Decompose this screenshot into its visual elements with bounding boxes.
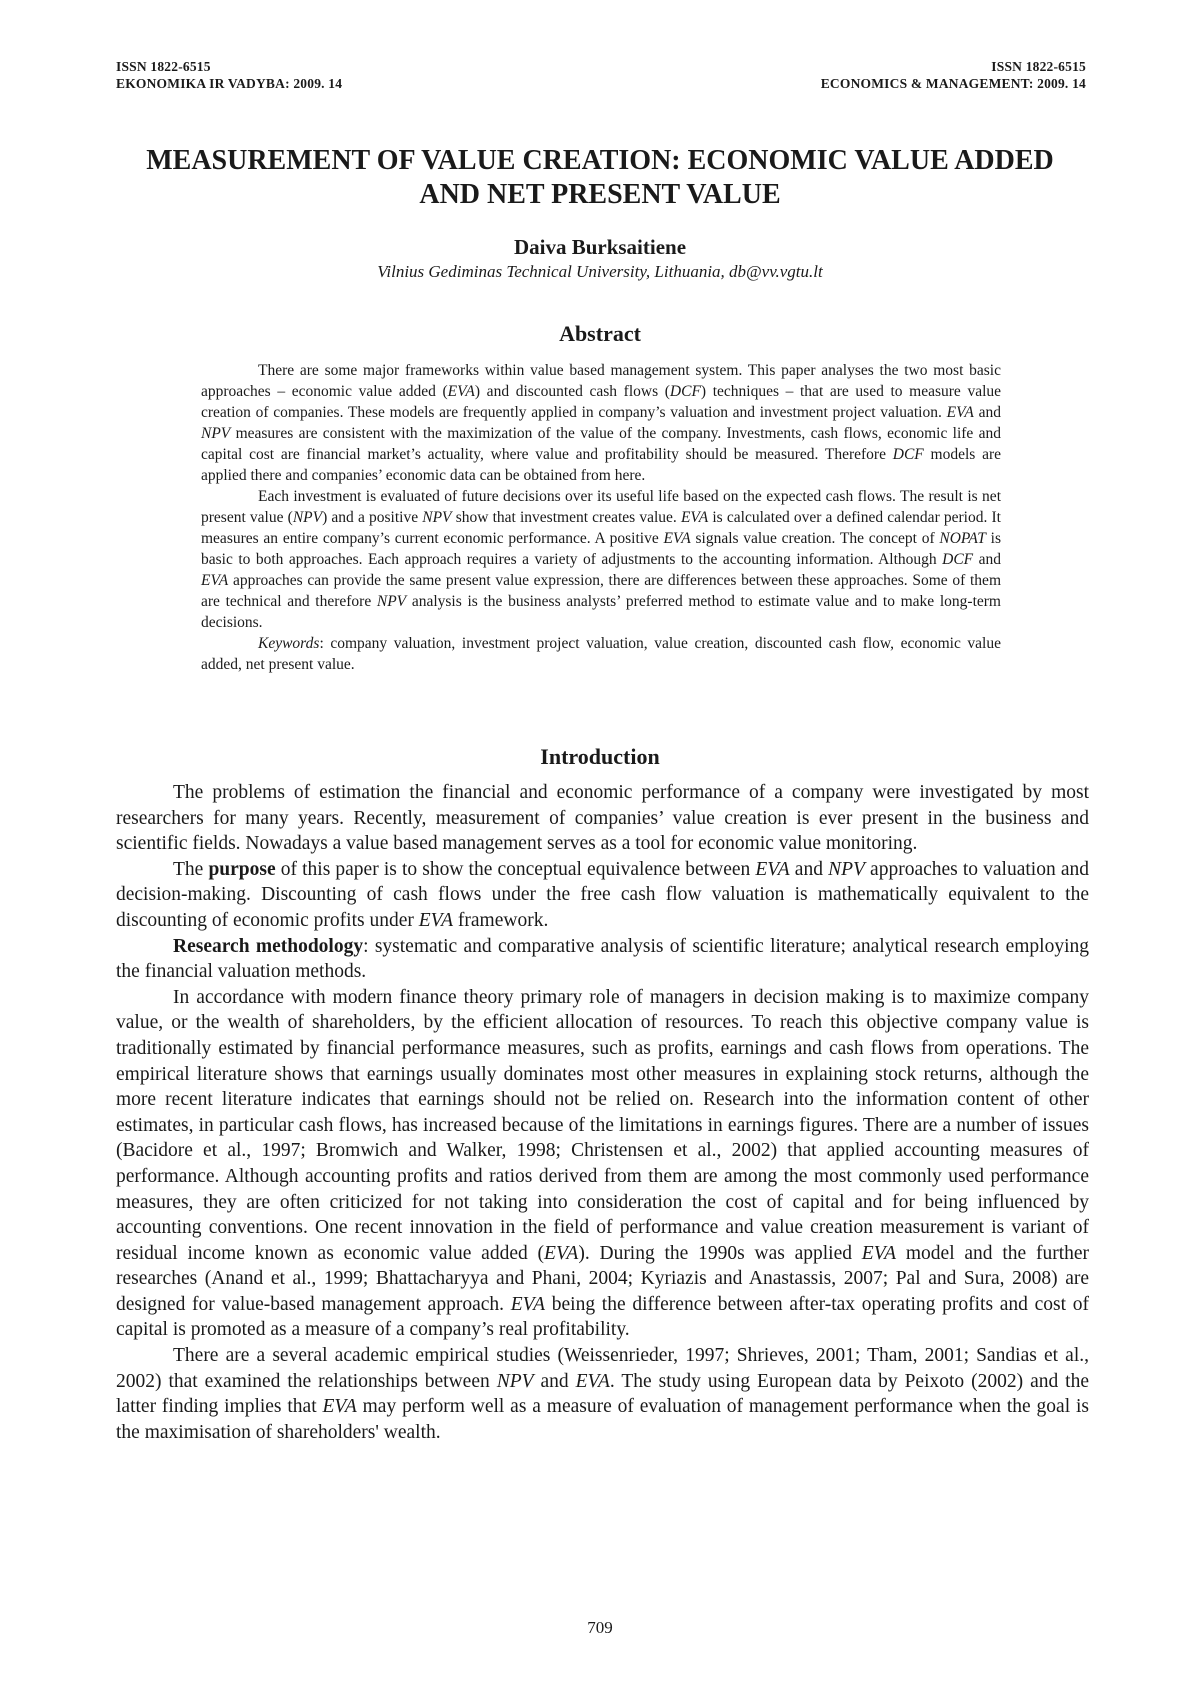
title-line-1: MEASUREMENT OF VALUE CREATION: ECONOMIC VALUE ADDED [146,145,1054,176]
introduction-body [116,780,1089,1445]
abstract-paragraph-1 [201,360,1001,486]
purpose-term: purpose [208,858,276,880]
term-eva: EVA [510,1293,546,1315]
term-nopat: NOPAT [939,530,986,547]
abstract-keywords [201,633,1001,675]
journal-name-right: ECONOMICS & MANAGEMENT: 2009. 14 [820,76,1086,91]
text-run: models are applied there and companies’ economic data can be obtained from here. [201,446,1001,484]
intro-paragraph-3 [116,934,1089,985]
title-line-2: AND NET PRESENT VALUE [419,179,781,210]
text-run: being the difference between after-tax operating profits and cost of capital is promoted as a measure of a company’s real profitability. [116,1293,1089,1341]
introduction-heading: Introduction [540,744,660,769]
text-run: may perform well as a measure of evaluation of management performance when the goal is the maximisation of shareholders' wealth. [116,1396,1089,1443]
text-run: and [973,404,1001,421]
text-run: approaches can provide the same present value expression, there are differences between these approaches. Some of them are technical and therefore [201,572,1001,610]
text-run: measures are consistent with the maximization of the value of the company. Investments, cash flows, economic life and capital cost are financial market’s actuality, where value and profitability should be measured. Therefore [201,425,1001,463]
text-run: and [533,1370,576,1392]
abstract-body [201,360,1001,675]
term-eva: EVA [322,1396,357,1418]
term-dcf: DCF [892,446,924,463]
text-run: framework. [453,909,549,931]
text-run: model and the further researches (Anand et al., 1999; Bhattacharyya and Phani, 2004; Kyriazis and Anastassis, 2007; Pal and Sura, 2008) are designed for value-based management approach. [116,1242,1090,1315]
text-run: ) and a positive [322,509,423,526]
intro-paragraph-1: The problems of estimation the financial and economic performance of a company were investigated by most researchers for many years. Recently, measurement of companies’ value creation is ever present in the business and scientific fields. Nowadays a value based management serves as a tool for economic value monitoring. [116,782,1089,855]
issn-right: ISSN 1822-6515 [991,59,1086,74]
text-run: In accordance with modern finance theory primary role of managers in decision making is to maximize company value, or the wealth of shareholders, by the efficient allocation of resources. To reach this objective company value is traditionally estimated by financial performance measures, such as profits, earnings and cash flows from operations. The empirical literature shows that earnings usually dominates most other measures in explaining stock returns, although the more recent literature indicates that earnings should not be relied on. Research into the information content of other estimates, in particular cash flows, has increased because of the limitations in earnings figures. There are a number of issues (Bacidore et al., 1997; Bromwich and Walker, 1998; Christensen et al., 2002) that applied accounting measures of performance. Although accounting profits and ratios derived from them are among the most commonly used performance measures, they are often criticized for not taking into consideration the cost of capital and for being influenced by accounting conventions. One recent innovation in the field of performance and value creation measurement is variant of residual income known as economic value added ( [116,986,1089,1264]
text-run: and [789,858,829,880]
term-npv: NPV [376,593,407,610]
text-run: ) techniques – that are used to measure value creation of companies. These models are frequently applied in company’s valuation and investment project valuation. [201,383,1002,421]
abstract-paragraph-2 [201,486,1001,633]
term-npv: NPV [201,425,231,442]
intro-paragraph-2 [116,857,1089,934]
text-run: ). During the 1990s was applied [578,1242,862,1264]
term-dcf: DCF [942,551,974,568]
text-run: There are some major frameworks within value based management system. This paper analyses the two most basic approaches – economic value added ( [201,362,1001,400]
text-run: approaches to valuation and decision-making. Discounting of cash flows under the free cash flow valuation is mathematically equivalent to the discounting of economic profits under [116,858,1089,931]
keywords-label: Keywords [258,635,320,652]
text-run: The [173,858,209,880]
intro-paragraph-4 [116,985,1089,1343]
term-eva: EVA [680,509,709,526]
text-run: and [973,551,1001,568]
text-run: Each investment is evaluated of future decisions over its useful life based on the expected cash flows. The result is net present value ( [201,488,1001,526]
journal-header-right [821,58,1086,92]
term-npv: NPV [292,509,323,526]
text-run: of this paper is to show the conceptual equivalence between [275,858,756,880]
term-npv: NPV [422,509,452,526]
text-run: . The study using European data by Peixoto (2002) and the latter finding implies that [116,1370,1089,1418]
text-run: signals value creation. The concept of [690,530,940,547]
text-run: is calculated over a defined calendar period. It measures an entire company’s current economic performance. A positive [201,509,1001,547]
page-number: 709 [587,1618,613,1637]
term-eva: EVA [201,572,229,589]
abstract-heading: Abstract [559,321,641,346]
text-run: ) and discounted cash flows ( [474,383,670,400]
journal-name-left: EKONOMIKA IR VADYBA: 2009. 14 [116,76,343,91]
term-eva: EVA [544,1242,579,1264]
intro-paragraph-5 [116,1343,1089,1445]
term-eva: EVA [418,909,454,931]
research-methodology-term: Research methodology [173,935,364,957]
text-run: There are a several academic empirical studies (Weissenrieder, 1997; Shrieves, 2001; Tham, 2001; Sandias et al., 2002) that examined the relationships between [116,1345,1089,1392]
term-eva: EVA [447,383,475,400]
journal-header-left [116,58,342,92]
term-eva: EVA [755,858,790,880]
text-run: analysis is the business analysts’ preferred method to estimate value and to make long-term decisions. [201,593,1001,631]
term-npv: NPV [828,858,865,880]
text-run: show that investment creates value. [451,509,681,526]
term-npv: NPV [496,1370,534,1392]
text-run: is basic to both approaches. Each approach requires a variety of adjustments to the accounting information. Although [201,530,1001,568]
term-dcf: DCF [669,383,701,400]
term-eva: EVA [861,1242,897,1264]
keywords-list: : company valuation, investment project valuation, value creation, discounted cash flow, economic value added, net present value. [201,635,1001,673]
term-eva: EVA [575,1370,610,1392]
issn-left: ISSN 1822-6515 [116,59,211,74]
term-eva: EVA [946,404,974,421]
paper-title [100,144,1100,212]
term-eva: EVA [663,530,691,547]
text-run: : systematic and comparative analysis of scientific literature; analytical research employing the financial valuation methods. [116,935,1089,983]
author-name: Daiva Burksaitiene [513,235,687,259]
author-affiliation: Vilnius Gediminas Technical University, Lithuania, db@vv.vgtu.lt [377,262,823,281]
